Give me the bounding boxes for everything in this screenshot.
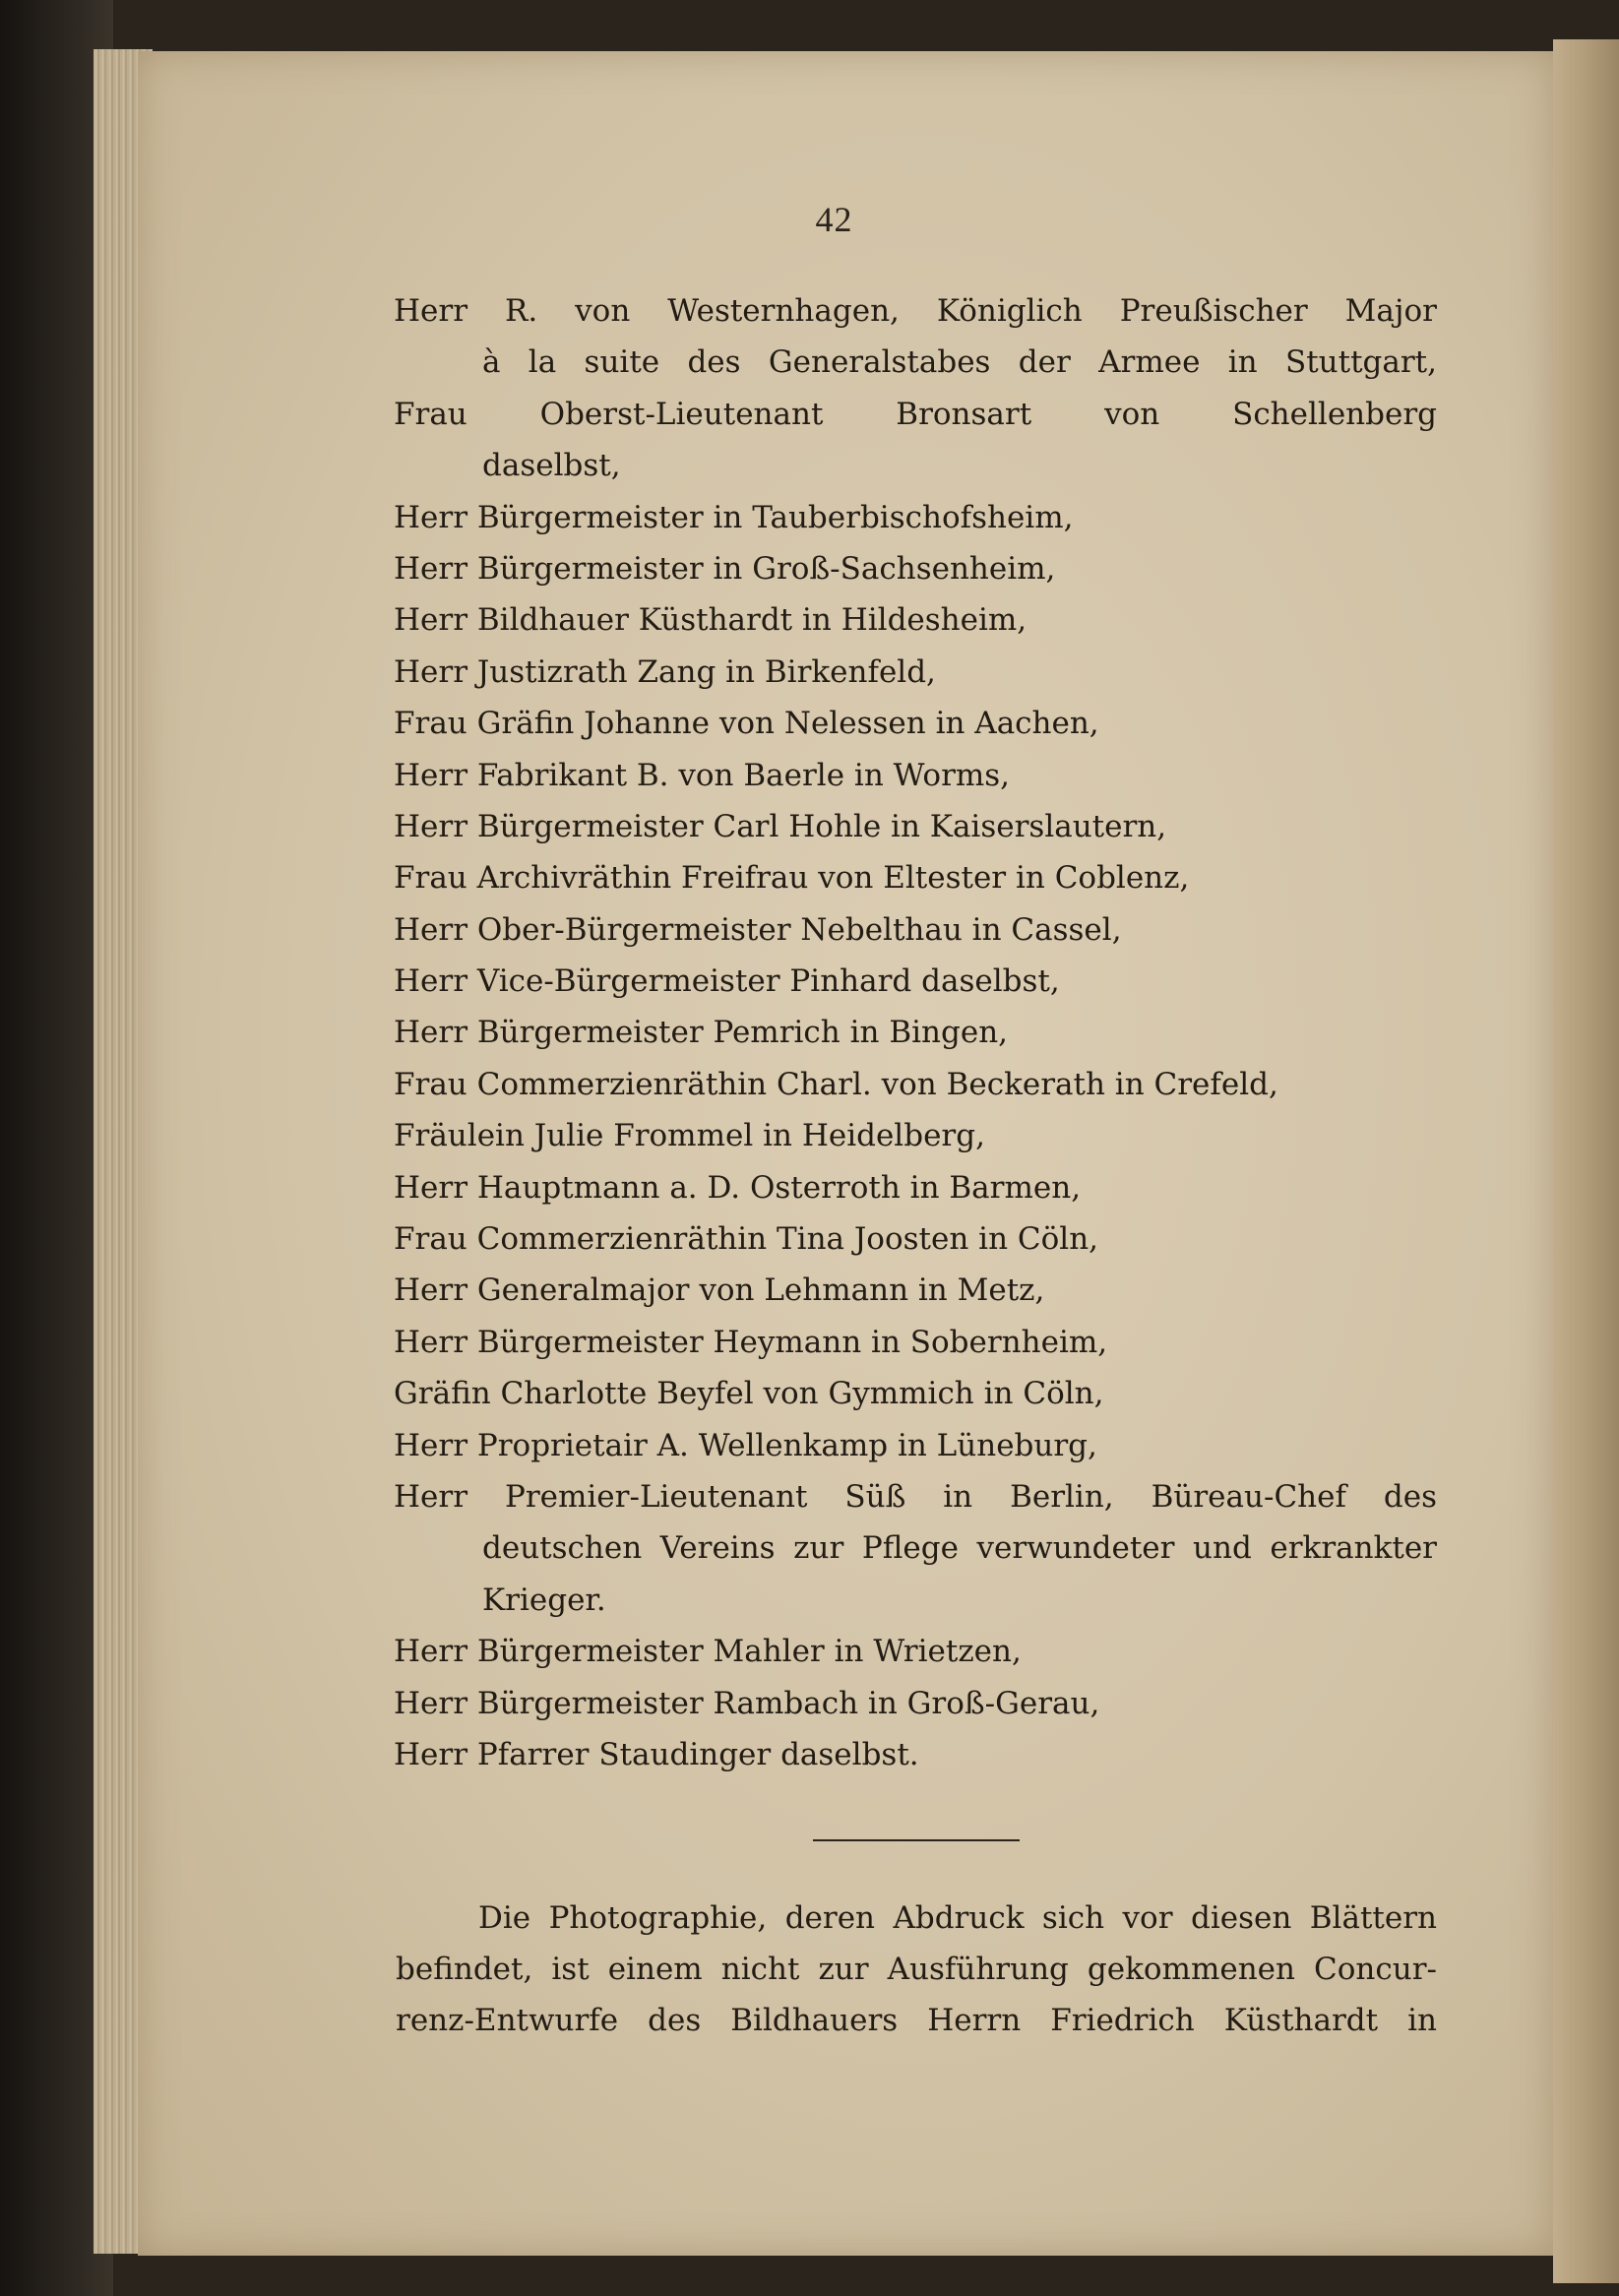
list-item-continuation: deutschen Vereins zur Pflege verwundeter und erkrankter xyxy=(482,1530,1437,1567)
list-item: Herr Ober-Bürgermeister Nebelthau in Cassel, xyxy=(394,911,1122,948)
list-item: Herr Bürgermeister in Tauberbischofsheim, xyxy=(394,499,1074,535)
list-item: Herr Proprietair A. Wellenkamp in Lüneburg, xyxy=(394,1427,1097,1463)
closing-paragraph xyxy=(396,1893,1437,2046)
list-item: Herr Hauptmann a. D. Osterroth in Barmen, xyxy=(394,1169,1082,1206)
list-item-continuation: à la suite des Generalstabes der Armee in Stuttgart, xyxy=(482,344,1437,381)
list-item: Gräfin Charlotte Beyfel von Gymmich in Cöln, xyxy=(394,1376,1104,1412)
list-item: Herr Bildhauer Küsthardt in Hildesheim, xyxy=(394,602,1027,639)
list-item-continuation: daselbst, xyxy=(482,448,621,484)
list-item: Frau Commerzienräthin Charl. von Beckerath in Crefeld, xyxy=(394,1066,1278,1102)
list-item: Herr Pfarrer Staudinger daselbst. xyxy=(394,1736,919,1772)
paragraph-line: befindet, ist einem nicht zur Ausführung gekommenen Concur- xyxy=(396,1952,1437,1987)
paragraph-line: Die Photographie, deren Abdruck sich vor diesen Blättern xyxy=(478,1900,1437,1936)
list-item-continuation: Krieger. xyxy=(482,1582,606,1618)
list-item: Herr Fabrikant B. von Baerle in Worms, xyxy=(394,757,1011,793)
paragraph-line: renz-Entwurfe des Bildhauers Herrn Friedrich Küsthardt in xyxy=(396,2003,1437,2038)
list-item: Herr Bürgermeister Rambach in Groß-Gerau, xyxy=(394,1685,1100,1721)
list-item: Herr Generalmajor von Lehmann in Metz, xyxy=(394,1272,1045,1309)
list-item: Herr Bürgermeister in Groß-Sachsenheim, xyxy=(394,550,1056,587)
list-item: Herr Bürgermeister Heymann in Sobernheim, xyxy=(394,1324,1108,1360)
list-item: Herr Bürgermeister Carl Hohle in Kaiserslautern, xyxy=(394,808,1167,844)
section-divider xyxy=(813,1839,1020,1841)
list-item: Frau Commerzienräthin Tina Joosten in Cöln, xyxy=(394,1221,1099,1258)
list-item: Herr Bürgermeister Pemrich in Bingen, xyxy=(394,1015,1009,1051)
list-item: Herr Bürgermeister Mahler in Wrietzen, xyxy=(394,1634,1022,1670)
list-item: Herr R. von Westernhagen, Königlich Preußischer Major xyxy=(394,293,1437,329)
list-item: Herr Premier-Lieutenant Süß in Berlin, Büreau-Chef des xyxy=(394,1478,1437,1515)
list-item: Herr Vice-Bürgermeister Pinhard daselbst, xyxy=(394,963,1060,1000)
list-item: Frau Gräfin Johanne von Nelessen in Aachen, xyxy=(394,706,1099,742)
page-number: 42 xyxy=(815,200,853,239)
list-item: Frau Archivräthin Freifrau von Eltester in Coblenz, xyxy=(394,860,1190,897)
binding-strip xyxy=(1553,39,1619,2283)
name-list xyxy=(394,285,1437,1780)
list-item: Fräulein Julie Frommel in Heidelberg, xyxy=(394,1118,985,1154)
list-item: Herr Justizrath Zang in Birkenfeld, xyxy=(394,653,936,690)
list-item: Frau Oberst-Lieutenant Bronsart von Schellenberg xyxy=(394,396,1437,432)
